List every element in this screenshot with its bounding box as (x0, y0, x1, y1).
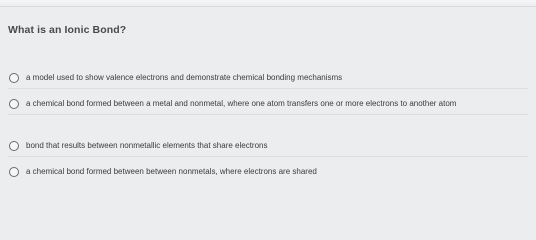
answer-option-1[interactable] (0, 72, 536, 83)
answer-option-4-label: a chemical bond formed between between nonmetals, where electrons are shared (26, 167, 317, 176)
radio-button-1[interactable] (9, 73, 19, 83)
option-divider (8, 114, 528, 115)
answer-option-3-label: bond that results between nonmetallic elements that share electrons (26, 141, 268, 150)
radio-button-2[interactable] (9, 99, 19, 109)
radio-button-4[interactable] (9, 167, 19, 177)
answer-option-1-label: a model used to show valence electrons and demonstrate chemical bonding mechanisms (26, 73, 343, 82)
answer-option-4[interactable] (0, 166, 536, 177)
question-prompt: What is an Ionic Bond? (8, 24, 127, 36)
answer-option-2-label: a chemical bond formed between a metal and nonmetal, where one atom transfers one or more electrons to another atom (26, 99, 457, 108)
radio-button-3[interactable] (9, 141, 19, 151)
option-divider (8, 88, 528, 89)
answer-option-3[interactable] (0, 140, 536, 151)
answer-option-2[interactable] (0, 98, 536, 109)
option-divider (8, 156, 528, 157)
top-divider (0, 0, 536, 7)
